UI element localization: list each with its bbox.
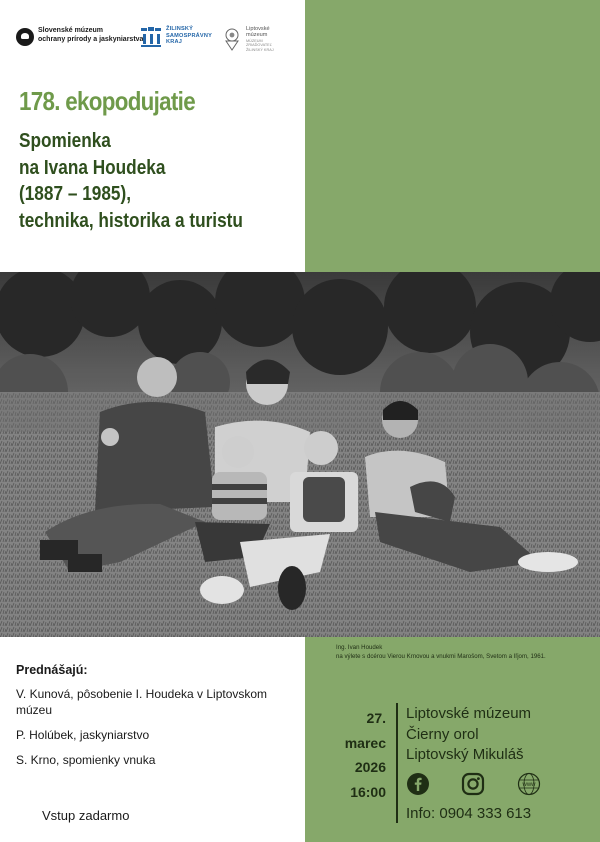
web-icon[interactable] [517,772,541,796]
liptov-museum-name-line1: Liptovské [246,26,270,32]
venue-line1: Liptovské múzeum [406,705,532,722]
photo-caption-line2: na výlete s dcérou Vierou Krnovou a vnukmi Marošom, Svetom a Iľjom, 1961. [336,653,546,661]
info-phone: Info: 0904 333 613 [406,805,532,822]
region-name-line3: KRAJ [166,39,183,45]
facebook-icon[interactable] [406,772,430,796]
logo-row [16,26,296,60]
region-logo [140,26,212,50]
museum-crest-icon [222,26,242,52]
date-month: marec [344,734,386,751]
photo-caption-line1: Ing. Ivan Houdek [336,644,383,651]
region-name-line2: SAMOSPRÁVNY [166,32,213,39]
social-links [406,772,546,798]
liptov-museum-small-line1: MÚZEUM [246,38,263,43]
liptov-museum-logo [222,26,274,53]
lecture-title-line4: technika, historika a turistu [19,208,243,232]
instagram-icon[interactable] [461,772,485,796]
region-name-line1: ŽILINSKÝ [166,26,194,32]
speaker-item: S. Krno, spomienky vnuka [16,753,156,767]
header-green-panel [305,0,600,272]
date-day: 27. [366,710,386,726]
speakers-heading: Prednášajú: [16,663,88,677]
event-title: 178. ekopodujatie [19,86,195,116]
date-year: 2026 [354,759,386,775]
historic-family-photo [0,272,600,637]
bat-icon [16,28,34,46]
liptov-museum-small-line2: ZRIAĎOVATEĽ [246,43,272,48]
divider-line [396,703,398,823]
museum-nature-logo [16,26,143,46]
venue-line3: Liptovský Mikuláš [406,746,524,763]
lecture-title-line1: Spomienka [19,129,111,152]
speaker-item: P. Holúbek, jaskyniarstvo [16,728,150,742]
speakers-list [16,686,301,777]
museum-nature-name-line2: ochrany prírody a jaskyniarstva [38,36,144,43]
event-time: 16:00 [350,783,386,800]
lecture-title [19,128,243,234]
liptov-museum-small-line3: ŽILINSKÝ KRAJ [246,48,274,52]
web-icon-label: www [522,782,536,789]
photo-caption [336,643,546,661]
event-date [318,706,386,804]
admission-note: Vstup zadarmo [42,808,130,823]
museum-nature-name-line1: Slovenské múzeum [38,27,103,34]
lecture-title-line3: (1887 – 1985), [19,182,132,205]
lecture-title-line2: na Ivana Houdeka [19,155,166,179]
venue-line2: Čierny orol [406,725,479,743]
liptov-museum-name-line2: múzeum [246,32,268,39]
venue [406,704,531,766]
region-crest-icon [140,26,162,50]
speaker-item: V. Kunová, pôsobenie I. Houdeka v Liptovskom múzeu [16,687,268,717]
